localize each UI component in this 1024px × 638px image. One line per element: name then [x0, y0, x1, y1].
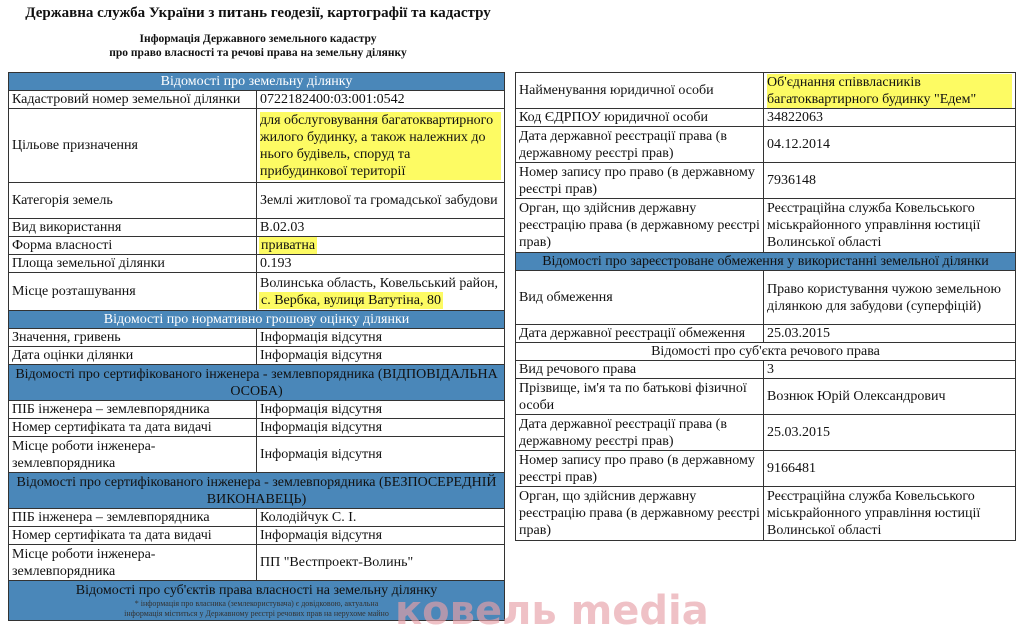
- subtitle-line-1: Інформація Державного земельного кадастру: [139, 33, 377, 45]
- record-number-label: Номер запису про право (в державному реєстрі прав): [516, 163, 764, 199]
- valuation-date-value: Інформація відсутня: [257, 347, 505, 365]
- ownership-label: Форма власності: [9, 237, 257, 255]
- location-value-address: с. Вербка, вулиця Ватутіна, 80: [261, 292, 441, 308]
- section-restriction-header: Відомості про зареєстроване обмеження у використанні земельної ділянки: [516, 253, 1016, 271]
- ownership-value: приватна: [261, 238, 316, 253]
- record-number-value: 7936148: [764, 163, 1016, 199]
- reg-date-label: Дата державної реєстрації права (в державному реєстрі прав): [516, 127, 764, 163]
- reg-date2-label: Дата державної реєстрації права (в державному реєстрі прав): [516, 415, 764, 451]
- valuation-date-label: Дата оцінки ділянки: [9, 347, 257, 365]
- engineer1-cert-label: Номер сертифіката та дата видачі: [9, 419, 257, 437]
- engineer1-work-value: Інформація відсутня: [257, 437, 505, 473]
- purpose-value: для обслуговування багатоквартирного жилого будинку, а також належних до нього будівель, споруд та прибудинкової території: [260, 112, 501, 180]
- reg-date-value: 04.12.2014: [764, 127, 1016, 163]
- restriction-date-label: Дата державної реєстрації обмеження: [516, 325, 764, 343]
- right-type-label: Вид речового права: [516, 361, 764, 379]
- engineer2-work-label: Місце роботи інженера-землевпорядника: [9, 545, 257, 581]
- person-label: Прізвище, ім'я та по батькові фізичної особи: [516, 379, 764, 415]
- record-number2-value: 9166481: [764, 451, 1016, 487]
- person-value: Вознюк Юрій Олександрович: [764, 379, 1016, 415]
- legal-name-value: Об'єднання співвласників багатоквартирного будинку "Едем": [767, 74, 1012, 108]
- edrpou-value: 34822063: [764, 109, 1016, 127]
- document-subtitle: [8, 32, 508, 60]
- engineer1-name-label: ПІБ інженера – землевпорядника: [9, 401, 257, 419]
- authority2-value: Реєстраційна служба Ковельського міськрайонного управління юстиції Волинської області: [764, 487, 1016, 541]
- engineer2-cert-label: Номер сертифіката та дата видачі: [9, 527, 257, 545]
- purpose-label: Цільове призначення: [9, 109, 257, 183]
- page-title: Державна служба України з питань геодезії, картографії та кадастру: [25, 5, 491, 21]
- section-valuation-header: Відомості про нормативно грошову оцінку ділянки: [9, 311, 505, 329]
- engineer1-work-label: Місце роботи інженера-землевпорядника: [9, 437, 257, 473]
- edrpou-label: Код ЄДРПОУ юридичної особи: [516, 109, 764, 127]
- cadastral-label: Кадастровий номер земельної ділянки: [9, 91, 257, 109]
- land-plot-table: [8, 72, 505, 621]
- authority-value: Реєстраційна служба Ковельського міськрайонного управління юстиції Волинської області: [764, 199, 1016, 253]
- legal-name-label: Найменування юридичної особи: [516, 73, 764, 109]
- restriction-type-label: Вид обмеження: [516, 271, 764, 325]
- rights-table: [515, 72, 1016, 541]
- engineer1-cert-value: Інформація відсутня: [257, 419, 505, 437]
- location-label: Місце розташування: [9, 273, 257, 311]
- restriction-type-value: Право користування чужою земельною ділянкою для забудови (суперфіцій): [764, 271, 1016, 325]
- location-value: [257, 273, 505, 311]
- use-value: В.02.03: [257, 219, 505, 237]
- value-label: Значення, гривень: [9, 329, 257, 347]
- section-land-header: Відомості про земельну ділянку: [9, 73, 505, 91]
- cadastral-value: 0722182400:03:001:0542: [257, 91, 505, 109]
- engineer1-name-value: Інформація відсутня: [257, 401, 505, 419]
- engineer2-name-label: ПІБ інженера – землевпорядника: [9, 509, 257, 527]
- area-value: 0.193: [257, 255, 505, 273]
- owners-title: Відомості про суб'єктів права власності на земельну ділянку: [75, 583, 438, 598]
- subtitle-line-2: про право власності та речові права на земельну ділянку: [109, 47, 407, 59]
- use-label: Вид використання: [9, 219, 257, 237]
- engineer2-name-value: Колодійчук С. І.: [257, 509, 505, 527]
- authority-label: Орган, що здійснив державну реєстрацію права (в державному реєстрі прав): [516, 199, 764, 253]
- area-label: Площа земельної ділянки: [9, 255, 257, 273]
- engineer2-work-value: ПП "Вестпроект-Волинь": [257, 545, 505, 581]
- location-value-region: Волинська область, Ковельський район,: [260, 275, 499, 291]
- record-number2-label: Номер запису про право (в державному реєстрі прав): [516, 451, 764, 487]
- restriction-date-value: 25.03.2015: [764, 325, 1016, 343]
- reg-date2-value: 25.03.2015: [764, 415, 1016, 451]
- footnote-line-2: інформація міститься у Державному реєстрі речових прав на нерухоме майно: [124, 609, 389, 618]
- footnote-line-1: * інформація про власника (землекористувача) є довідковою, актуальна: [134, 599, 379, 608]
- category-value: Землі житлової та громадської забудови: [257, 183, 505, 219]
- authority2-label: Орган, що здійснив державну реєстрацію права (в державному реєстрі прав): [516, 487, 764, 541]
- right-type-value: 3: [764, 361, 1016, 379]
- watermark-logo: ковель media: [395, 588, 709, 634]
- engineer2-cert-value: Інформація відсутня: [257, 527, 505, 545]
- value-value: Інформація відсутня: [257, 329, 505, 347]
- section-engineer-responsible-header: Відомості про сертифікованого інженера - землевпорядника (ВІДПОВІДАЛЬНА ОСОБА): [9, 365, 505, 401]
- section-engineer-executor-header: Відомості про сертифікованого інженера - землевпорядника (БЕЗПОСЕРЕДНІЙ ВИКОНАВЕЦЬ): [9, 473, 505, 509]
- section-subject-header: Відомості про суб'єкта речового права: [516, 343, 1016, 361]
- category-label: Категорія земель: [9, 183, 257, 219]
